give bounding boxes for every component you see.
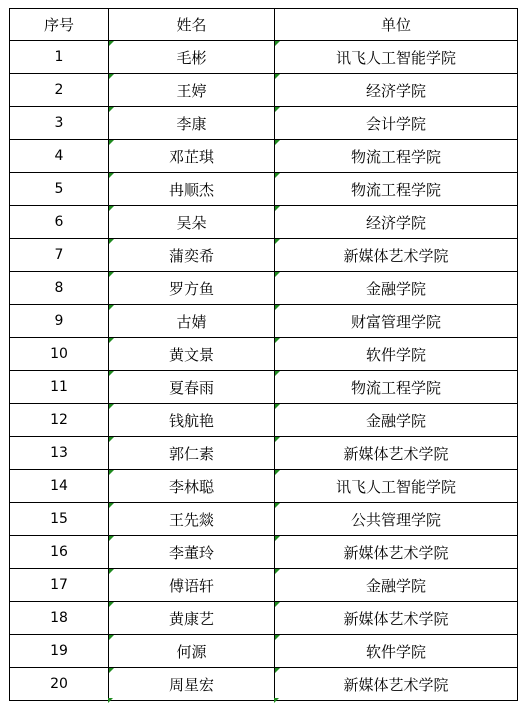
text-marker [109,569,114,574]
text-marker [275,404,280,409]
cell-unit-text: 公共管理学院 [350,510,441,529]
header-unit: 单位 [275,9,518,41]
table-row [10,404,518,437]
cell-index[interactable]: 2 [10,74,109,107]
cell-unit[interactable] [275,107,518,140]
roster-table-container [9,8,517,701]
cell-index[interactable]: 8 [10,272,109,305]
text-marker [275,470,280,475]
cell-unit[interactable] [275,371,518,404]
cell-unit-text: 会计学院 [365,114,426,133]
cell-unit[interactable] [275,173,518,206]
cell-name-text: 黄文景 [168,345,214,364]
text-marker [109,107,114,112]
text-marker [275,503,280,508]
cell-name-text: 王婷 [176,81,207,100]
cell-name[interactable] [109,404,275,437]
table-row [10,305,518,338]
text-marker [109,140,114,145]
cell-name-text: 夏春雨 [168,378,214,397]
cell-name[interactable] [109,173,275,206]
cell-name[interactable] [109,239,275,272]
cell-unit[interactable] [275,635,518,668]
bottom-edge-markers [9,698,517,706]
cell-name[interactable] [109,206,275,239]
table-row [10,635,518,668]
cell-name-text: 王先燚 [168,510,214,529]
text-marker [109,239,114,244]
table-row [10,602,518,635]
cell-unit[interactable] [275,206,518,239]
text-marker [274,698,279,703]
cell-index[interactable]: 13 [10,437,109,470]
text-marker [275,536,280,541]
text-marker [275,635,280,640]
cell-name-text: 傅语轩 [168,576,214,595]
cell-unit-text: 新媒体艺术学院 [343,246,449,265]
text-marker [275,569,280,574]
text-marker [109,272,114,277]
cell-name[interactable] [109,470,275,503]
cell-unit[interactable] [275,239,518,272]
cell-unit-text: 讯飞人工智能学院 [335,48,456,67]
text-marker [109,437,114,442]
cell-name-text: 邓芷琪 [168,147,214,166]
cell-name-text: 周星宏 [168,675,214,694]
cell-index[interactable]: 11 [10,371,109,404]
text-marker [275,74,280,79]
cell-index[interactable]: 20 [10,668,109,701]
cell-name-text: 李康 [176,114,207,133]
table-row [10,239,518,272]
header-row [10,9,518,41]
cell-unit-text: 软件学院 [365,345,426,364]
table-body [10,41,518,701]
table-row [10,74,518,107]
cell-index[interactable]: 1 [10,41,109,74]
cell-unit[interactable] [275,668,518,701]
cell-unit-text: 新媒体艺术学院 [343,609,449,628]
cell-unit-text: 物流工程学院 [350,378,441,397]
cell-index[interactable]: 19 [10,635,109,668]
table-row [10,206,518,239]
text-marker [109,635,114,640]
cell-unit[interactable] [275,74,518,107]
cell-unit-text: 金融学院 [365,411,426,430]
table-row [10,140,518,173]
roster-table [9,8,518,701]
table-row [10,338,518,371]
text-marker [275,305,280,310]
table-row [10,41,518,74]
table-row [10,536,518,569]
cell-unit-text: 讯飞人工智能学院 [335,477,456,496]
cell-unit-text: 金融学院 [365,576,426,595]
cell-name[interactable] [109,569,275,602]
cell-index[interactable]: 7 [10,239,109,272]
text-marker [275,41,280,46]
cell-unit-text: 经济学院 [365,81,426,100]
table-row [10,437,518,470]
cell-index[interactable]: 5 [10,173,109,206]
cell-name-text: 毛彬 [176,48,207,67]
cell-unit-text: 物流工程学院 [350,180,441,199]
cell-name-text: 古婧 [176,312,207,331]
cell-index[interactable]: 4 [10,140,109,173]
cell-name-text: 李董玲 [168,543,214,562]
cell-unit-text: 财富管理学院 [350,312,441,331]
cell-name[interactable] [109,272,275,305]
table-row [10,503,518,536]
cell-unit[interactable] [275,272,518,305]
cell-index[interactable]: 17 [10,569,109,602]
cell-unit[interactable] [275,536,518,569]
cell-unit[interactable] [275,305,518,338]
cell-unit[interactable] [275,437,518,470]
cell-name[interactable] [109,635,275,668]
table-row [10,569,518,602]
text-marker [275,371,280,376]
cell-index[interactable]: 3 [10,107,109,140]
cell-name-text: 吴朵 [176,213,207,232]
cell-index[interactable]: 16 [10,536,109,569]
cell-unit-text: 经济学院 [365,213,426,232]
text-marker [108,698,113,703]
cell-index[interactable]: 9 [10,305,109,338]
cell-index[interactable]: 15 [10,503,109,536]
cell-name-text: 罗方鱼 [168,279,214,298]
header-index: 序号 [10,9,109,41]
cell-name-text: 黄康艺 [168,609,214,628]
text-marker [275,602,280,607]
cell-name[interactable] [109,668,275,701]
table-row [10,371,518,404]
cell-unit-text: 物流工程学院 [350,147,441,166]
text-marker [275,239,280,244]
text-marker [109,602,114,607]
text-marker [109,74,114,79]
cell-unit[interactable] [275,569,518,602]
cell-unit[interactable] [275,404,518,437]
cell-name[interactable] [109,536,275,569]
text-marker [275,272,280,277]
cell-unit-text: 新媒体艺术学院 [343,543,449,562]
table-row [10,668,518,701]
cell-unit-text: 新媒体艺术学院 [343,444,449,463]
cell-name[interactable] [109,41,275,74]
cell-unit-text: 金融学院 [365,279,426,298]
cell-unit-text: 新媒体艺术学院 [343,675,449,694]
text-marker [109,536,114,541]
text-marker [109,41,114,46]
table-row [10,272,518,305]
text-marker [275,668,280,673]
cell-name[interactable] [109,437,275,470]
cell-unit[interactable] [275,338,518,371]
cell-unit[interactable] [275,470,518,503]
table-row [10,173,518,206]
cell-name[interactable] [109,338,275,371]
cell-name-text: 蒲奕希 [168,246,214,265]
text-marker [109,470,114,475]
cell-index[interactable]: 18 [10,602,109,635]
table-row [10,470,518,503]
text-marker [109,404,114,409]
cell-unit[interactable] [275,503,518,536]
header-name: 姓名 [109,9,275,41]
text-marker [275,437,280,442]
text-marker [275,173,280,178]
cell-name[interactable] [109,107,275,140]
text-marker [275,206,280,211]
cell-name-text: 郭仁素 [168,444,214,463]
cell-name[interactable] [109,602,275,635]
cell-name-text: 李林聪 [168,477,214,496]
cell-unit[interactable] [275,41,518,74]
cell-unit[interactable] [275,602,518,635]
table-row [10,107,518,140]
cell-name[interactable] [109,74,275,107]
cell-index[interactable]: 14 [10,470,109,503]
text-marker [109,338,114,343]
cell-name-text: 钱航艳 [168,411,214,430]
text-marker [275,338,280,343]
cell-name-text: 何源 [176,642,207,661]
cell-index[interactable]: 6 [10,206,109,239]
cell-unit[interactable] [275,140,518,173]
cell-unit-text: 软件学院 [365,642,426,661]
cell-name-text: 冉顺杰 [168,180,214,199]
text-marker [109,503,114,508]
text-marker [275,140,280,145]
cell-index[interactable]: 12 [10,404,109,437]
cell-name[interactable] [109,503,275,536]
cell-name[interactable] [109,371,275,404]
cell-name[interactable] [109,140,275,173]
text-marker [109,206,114,211]
text-marker [109,173,114,178]
text-marker [109,668,114,673]
cell-index[interactable]: 10 [10,338,109,371]
text-marker [109,371,114,376]
cell-name[interactable] [109,305,275,338]
text-marker [275,107,280,112]
text-marker [109,305,114,310]
